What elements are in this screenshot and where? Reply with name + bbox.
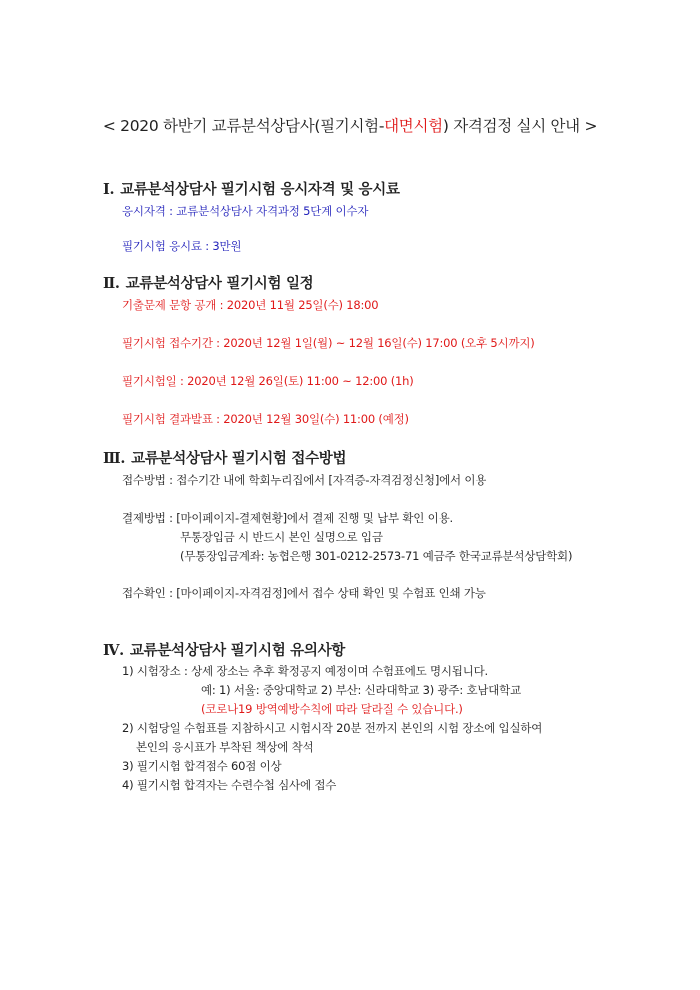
section-4-item-2: 2) 시험당일 수험표를 지참하시고 시험시작 20분 전까지 본인의 시험 장소에 입실하여 (122, 721, 543, 735)
section-2-registration-period: 필기시험 접수기간 : 2020년 12월 1일(월) ~ 12월 16일(수) 17:00 (오후 5시까지) (122, 336, 535, 350)
section-3-account: (무통장입금계좌: 농협은행 301-0212-2573-71 예금주 한국교류분석상담학회) (180, 549, 573, 563)
section-1-heading (103, 178, 400, 199)
section-3-heading (103, 447, 346, 468)
section-2-question-release: 기출문제 문항 공개 : 2020년 11월 25일(수) 18:00 (122, 298, 379, 312)
title-prefix: < 2020 하반기 교류분석상담사(필기시험- (102, 117, 385, 135)
section-2-number: Ⅱ. (103, 275, 120, 292)
section-4-item-1-example: 예: 1) 서울: 중앙대학교 2) 부산: 신라대학교 3) 광주: 호남대학교 (201, 683, 522, 697)
section-1-fee: 필기시험 응시료 : 3만원 (122, 239, 242, 253)
section-2-result-date: 필기시험 결과발표 : 2020년 12월 30일(수) 11:00 (예정) (122, 412, 409, 426)
section-1-number: Ⅰ. (103, 181, 115, 198)
section-3-confirm: 접수확인 : [마이페이지-자격검정]에서 접수 상태 확인 및 수험표 인쇄 가능 (122, 586, 486, 600)
section-2-title: 교류분석상담사 필기시험 일정 (125, 275, 314, 292)
section-3-number: Ⅲ. (103, 450, 126, 467)
section-4-item-1: 1) 시험장소 : 상세 장소는 추후 확정공지 예정이며 수험표에도 명시됩니다. (122, 664, 488, 678)
section-1-title: 교류분석상담사 필기시험 응시자격 및 응시료 (120, 181, 400, 198)
section-3-method: 접수방법 : 접수기간 내에 학회누리집에서 [자격증-자격검정신청]에서 이용 (122, 473, 487, 487)
section-4-item-2-cont: 본인의 응시표가 부착된 책상에 착석 (136, 740, 314, 754)
section-2-heading (103, 272, 313, 293)
section-1-eligibility: 응시자격 : 교류분석상담사 자격과정 5단계 이수자 (122, 204, 369, 218)
section-3-payment-note: 무통장입금 시 반드시 본인 실명으로 입금 (180, 530, 383, 544)
section-3-payment: 결제방법 : [마이페이지-결제현황]에서 결제 진행 및 납부 확인 이용. (122, 511, 453, 525)
section-4-item-1-note: (코로나19 방역예방수칙에 따라 달라질 수 있습니다.) (201, 702, 463, 716)
section-3-title: 교류분석상담사 필기시험 접수방법 (131, 450, 347, 467)
title-suffix: ) 자격검정 실시 안내 > (442, 117, 598, 135)
page-title (0, 114, 700, 136)
section-2-exam-date: 필기시험일 : 2020년 12월 26일(토) 11:00 ~ 12:00 (1h) (122, 374, 414, 388)
section-4-item-4: 4) 필기시험 합격자는 수련수첩 심사에 접수 (122, 778, 337, 792)
section-4-item-3: 3) 필기시험 합격점수 60점 이상 (122, 759, 282, 773)
title-highlight: 대면시험 (384, 117, 443, 135)
section-4-title: 교류분석상담사 필기시험 유의사항 (129, 642, 346, 659)
section-4-heading (103, 639, 345, 660)
section-4-number: Ⅳ. (103, 642, 124, 659)
